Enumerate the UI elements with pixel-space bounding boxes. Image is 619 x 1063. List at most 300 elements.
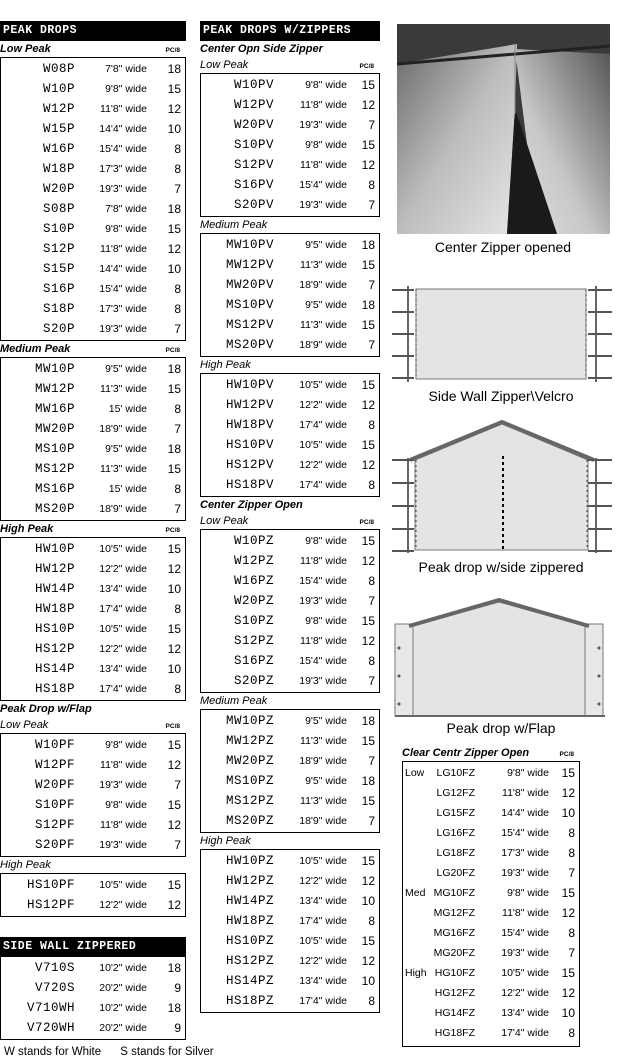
caption-side-wall: Side Wall Zipper\Velcro <box>428 388 574 404</box>
table-row <box>201 295 379 315</box>
peak-level: High <box>405 967 427 979</box>
item-pack-count: 10 <box>167 122 181 136</box>
item-code: S16PV <box>233 178 274 192</box>
table-row <box>201 475 379 495</box>
item-width: 15'4" wide <box>299 575 347 587</box>
item-pack-count: 8 <box>368 994 375 1008</box>
pc-label: PC/8 <box>359 519 374 526</box>
table-row <box>1 559 185 579</box>
table-row <box>1 795 185 815</box>
item-code: HW10PV <box>225 378 274 392</box>
table-row <box>403 1023 579 1043</box>
table-row <box>1 479 185 499</box>
item-width: 17'4" wide <box>299 995 347 1007</box>
item-pack-count: 8 <box>368 914 375 928</box>
peak-drop-table <box>0 357 186 521</box>
item-pack-count: 7 <box>568 946 575 960</box>
peak-drop-flap-illustration <box>393 598 608 718</box>
table-row <box>1 619 185 639</box>
item-code: MW10P <box>34 362 75 376</box>
item-pack-count: 12 <box>167 102 181 116</box>
item-width: 18'9" wide <box>99 423 147 435</box>
table-row <box>1 219 185 239</box>
item-width: 19'3" wide <box>299 595 347 607</box>
middle-column <box>200 21 380 1013</box>
item-code: HW10P <box>34 542 75 556</box>
section-title-text: Medium Peak <box>0 343 71 355</box>
item-pack-count: 8 <box>174 162 181 176</box>
item-pack-count: 15 <box>167 738 181 752</box>
item-width: 9'5" wide <box>305 299 347 311</box>
section-title <box>0 701 186 717</box>
table-row <box>201 851 379 871</box>
side-wall-header: SIDE WALL ZIPPERED <box>0 937 186 957</box>
section-title-text: High Peak <box>200 835 251 847</box>
item-pack-count: 12 <box>167 758 181 772</box>
item-width: 11'8" wide <box>300 159 347 171</box>
item-width: 9'8" wide <box>507 887 549 899</box>
item-code: HW14P <box>34 582 75 596</box>
item-code: V710WH <box>26 1001 75 1015</box>
section-title-text: Peak Drop w/Flap <box>0 703 92 715</box>
table-row <box>1 139 185 159</box>
table-row <box>1 958 185 978</box>
table-row <box>201 811 379 831</box>
section-title-text: Center Opn Side Zipper <box>200 43 323 55</box>
item-pack-count: 15 <box>561 886 575 900</box>
table-row <box>201 871 379 891</box>
footer-note: W stands for White S stands for Silver <box>4 1046 214 1058</box>
table-row <box>1 579 185 599</box>
item-width: 13'4" wide <box>99 583 147 595</box>
table-row <box>201 791 379 811</box>
item-pack-count: 18 <box>361 774 375 788</box>
item-code: MG20FZ <box>433 947 475 959</box>
item-width: 10'5" wide <box>299 379 347 391</box>
table-row <box>1 319 185 339</box>
item-width: 19'3" wide <box>299 119 347 131</box>
item-code: S20PZ <box>233 674 274 688</box>
item-width: 11'8" wide <box>300 555 347 567</box>
section-title-text: Low Peak <box>200 59 249 71</box>
item-code: W12PV <box>233 98 274 112</box>
pc-label: PC/8 <box>165 347 180 354</box>
clear-zipper-title: Clear Centr Zipper Open PC/8 <box>402 745 580 761</box>
item-pack-count: 7 <box>174 422 181 436</box>
table-row <box>403 883 579 903</box>
item-code: HG10FZ <box>434 967 475 979</box>
item-pack-count: 15 <box>361 934 375 948</box>
section-title <box>200 357 380 373</box>
item-pack-count: 18 <box>167 961 181 975</box>
table-row <box>201 951 379 971</box>
item-code: HS10P <box>34 622 75 636</box>
item-code: LG16FZ <box>436 827 475 839</box>
table-row <box>201 175 379 195</box>
item-code: V720S <box>34 981 75 995</box>
table-row <box>201 991 379 1011</box>
item-pack-count: 7 <box>174 502 181 516</box>
item-width: 11'8" wide <box>300 635 347 647</box>
table-row <box>1 679 185 699</box>
side-wall-illustration <box>390 282 615 387</box>
item-pack-count: 15 <box>361 258 375 272</box>
item-code: MG10FZ <box>433 887 475 899</box>
flap-table <box>0 733 186 857</box>
item-pack-count: 10 <box>561 1006 575 1020</box>
item-pack-count: 7 <box>368 814 375 828</box>
item-pack-count: 15 <box>167 222 181 236</box>
item-pack-count: 18 <box>167 442 181 456</box>
section-title-text: Medium Peak <box>200 695 268 707</box>
item-width: 17'3" wide <box>99 163 147 175</box>
item-width: 10'5" wide <box>299 439 347 451</box>
item-code: HW18PV <box>225 418 274 432</box>
item-code: LG15FZ <box>436 807 475 819</box>
item-width: 15' wide <box>108 483 147 495</box>
item-pack-count: 12 <box>167 562 181 576</box>
item-width: 15'4" wide <box>299 655 347 667</box>
item-code: W12P <box>42 102 75 116</box>
item-pack-count: 18 <box>167 362 181 376</box>
item-code: W10PV <box>233 78 274 92</box>
item-code: MS20PV <box>225 338 274 352</box>
table-row <box>403 783 579 803</box>
item-width: 9'8" wide <box>305 535 347 547</box>
item-code: HG12FZ <box>434 987 475 999</box>
table-row <box>201 435 379 455</box>
item-width: 9'8" wide <box>305 139 347 151</box>
section-title <box>0 521 186 537</box>
table-row <box>1 379 185 399</box>
item-code: HW14PZ <box>225 894 274 908</box>
item-pack-count: 18 <box>361 238 375 252</box>
item-code: W18P <box>42 162 75 176</box>
item-code: MS12P <box>34 462 75 476</box>
table-row <box>1 659 185 679</box>
section-title <box>200 693 380 709</box>
item-code: S08P <box>42 202 75 216</box>
item-width: 9'5" wide <box>105 443 147 455</box>
item-code: HW12PZ <box>225 874 274 888</box>
section-title <box>200 833 380 849</box>
item-code: V710S <box>34 961 75 975</box>
item-pack-count: 8 <box>568 926 575 940</box>
item-pack-count: 15 <box>167 82 181 96</box>
table-row <box>1 439 185 459</box>
item-width: 9'8" wide <box>507 767 549 779</box>
item-width: 10'2" wide <box>99 1002 147 1014</box>
item-code: HS12PF <box>26 898 75 912</box>
item-code: S16PZ <box>233 654 274 668</box>
item-width: 20'2" wide <box>99 982 147 994</box>
zipper-table <box>200 233 380 357</box>
item-width: 7'8" wide <box>105 203 147 215</box>
item-code: W12PF <box>34 758 75 772</box>
pc-label: PC/8 <box>165 47 180 54</box>
table-row <box>201 235 379 255</box>
item-width: 14'4" wide <box>99 263 147 275</box>
item-width: 19'3" wide <box>99 183 147 195</box>
item-code: HW18P <box>34 602 75 616</box>
item-code: MW12P <box>34 382 75 396</box>
item-code: MS10P <box>34 442 75 456</box>
zipper-table <box>200 709 380 833</box>
item-pack-count: 15 <box>361 534 375 548</box>
item-pack-count: 15 <box>361 78 375 92</box>
table-row <box>201 415 379 435</box>
item-width: 10'5" wide <box>99 879 147 891</box>
item-code: HW18PZ <box>225 914 274 928</box>
table-row <box>1 179 185 199</box>
item-width: 13'4" wide <box>299 975 347 987</box>
item-width: 11'8" wide <box>100 103 147 115</box>
item-code: W20P <box>42 182 75 196</box>
table-row <box>201 155 379 175</box>
item-pack-count: 10 <box>167 662 181 676</box>
item-pack-count: 15 <box>361 138 375 152</box>
item-pack-count: 9 <box>174 1021 181 1035</box>
item-pack-count: 7 <box>368 198 375 212</box>
peak-drop-table <box>0 57 186 341</box>
item-code: HS10PF <box>26 878 75 892</box>
item-pack-count: 12 <box>361 98 375 112</box>
item-pack-count: 8 <box>174 142 181 156</box>
table-row <box>201 315 379 335</box>
table-row <box>201 531 379 551</box>
item-code: MG16FZ <box>433 927 475 939</box>
item-width: 9'8" wide <box>305 615 347 627</box>
item-pack-count: 15 <box>561 966 575 980</box>
table-row <box>201 95 379 115</box>
spacer <box>0 917 186 937</box>
peak-level: Low <box>405 767 425 779</box>
item-pack-count: 8 <box>368 178 375 192</box>
item-pack-count: 10 <box>361 974 375 988</box>
item-pack-count: 18 <box>167 202 181 216</box>
table-row <box>1 59 185 79</box>
item-width: 19'3" wide <box>299 675 347 687</box>
item-code: MG12FZ <box>433 907 475 919</box>
item-pack-count: 10 <box>167 582 181 596</box>
item-width: 11'8" wide <box>502 907 549 919</box>
item-width: 15'4" wide <box>99 143 147 155</box>
item-width: 11'3" wide <box>100 383 147 395</box>
item-pack-count: 10 <box>361 894 375 908</box>
section-title <box>200 513 380 529</box>
item-code: MW10PZ <box>225 714 274 728</box>
section-title-text: High Peak <box>0 859 51 871</box>
item-width: 17'3" wide <box>99 303 147 315</box>
table-row <box>201 931 379 951</box>
item-pack-count: 8 <box>174 682 181 696</box>
table-row <box>1 279 185 299</box>
item-code: HW12P <box>34 562 75 576</box>
item-width: 15'4" wide <box>299 179 347 191</box>
item-width: 18'9" wide <box>299 279 347 291</box>
item-pack-count: 8 <box>174 402 181 416</box>
item-width: 10'5" wide <box>99 543 147 555</box>
item-pack-count: 8 <box>368 654 375 668</box>
table-row <box>403 943 579 963</box>
peak-drops-header: PEAK DROPS <box>0 21 186 41</box>
item-width: 17'4" wide <box>299 915 347 927</box>
table-row <box>201 551 379 571</box>
item-width: 10'5" wide <box>299 935 347 947</box>
item-code: HG14FZ <box>434 1007 475 1019</box>
item-width: 11'8" wide <box>100 819 147 831</box>
pc-label: PC/8 <box>165 723 180 730</box>
item-pack-count: 12 <box>561 986 575 1000</box>
section-title-text: Medium Peak <box>200 219 268 231</box>
table-row <box>1 735 185 755</box>
item-code: W12PZ <box>233 554 274 568</box>
item-width: 13'4" wide <box>299 895 347 907</box>
peak-drops-zippers-header: PEAK DROPS W/ZIPPERS <box>200 21 380 41</box>
table-row <box>403 983 579 1003</box>
table-row <box>201 771 379 791</box>
item-pack-count: 12 <box>167 898 181 912</box>
table-row <box>1 119 185 139</box>
table-row <box>1 399 185 419</box>
table-row <box>201 611 379 631</box>
item-pack-count: 12 <box>361 954 375 968</box>
item-width: 19'3" wide <box>501 947 549 959</box>
section-title <box>0 857 186 873</box>
table-row <box>1 539 185 559</box>
caption-center-zipper: Center Zipper opened <box>434 239 572 255</box>
item-pack-count: 15 <box>561 766 575 780</box>
item-pack-count: 12 <box>361 874 375 888</box>
section-title <box>0 717 186 733</box>
item-width: 12'2" wide <box>99 563 147 575</box>
zipper-table <box>200 73 380 217</box>
table-row <box>1 755 185 775</box>
table-row <box>201 631 379 651</box>
table-row <box>403 963 579 983</box>
table-row <box>1 359 185 379</box>
table-row <box>403 863 579 883</box>
item-width: 19'3" wide <box>99 839 147 851</box>
item-pack-count: 12 <box>361 634 375 648</box>
item-pack-count: 9 <box>174 981 181 995</box>
table-row <box>1 815 185 835</box>
item-code: MW12PV <box>225 258 274 272</box>
section-title <box>200 217 380 233</box>
pc-label: PC/8 <box>359 63 374 70</box>
item-width: 12'2" wide <box>299 459 347 471</box>
item-code: HS12PV <box>225 458 274 472</box>
pc-label: PC/8 <box>165 527 180 534</box>
table-row <box>403 823 579 843</box>
item-width: 10'5" wide <box>299 855 347 867</box>
item-pack-count: 15 <box>361 734 375 748</box>
table-row <box>1 599 185 619</box>
item-width: 19'3" wide <box>299 199 347 211</box>
item-pack-count: 15 <box>361 318 375 332</box>
item-code: W20PZ <box>233 594 274 608</box>
item-code: S12PZ <box>233 634 274 648</box>
section-title <box>200 497 380 513</box>
item-pack-count: 12 <box>167 242 181 256</box>
table-row <box>201 711 379 731</box>
item-pack-count: 7 <box>568 866 575 880</box>
item-width: 18'9" wide <box>299 755 347 767</box>
item-code: HW12PV <box>225 398 274 412</box>
item-width: 9'5" wide <box>305 715 347 727</box>
item-width: 14'4" wide <box>99 123 147 135</box>
item-pack-count: 12 <box>361 458 375 472</box>
item-code: LG12FZ <box>436 787 475 799</box>
item-code: MW20PV <box>225 278 274 292</box>
section-title <box>200 57 380 73</box>
item-code: S10PZ <box>233 614 274 628</box>
item-pack-count: 12 <box>167 642 181 656</box>
item-pack-count: 15 <box>167 382 181 396</box>
item-pack-count: 15 <box>361 854 375 868</box>
table-row <box>201 335 379 355</box>
item-width: 11'3" wide <box>300 319 347 331</box>
item-code: W16P <box>42 142 75 156</box>
item-pack-count: 15 <box>361 438 375 452</box>
item-pack-count: 15 <box>361 794 375 808</box>
item-width: 17'4" wide <box>501 1027 549 1039</box>
table-row <box>403 763 579 783</box>
item-code: MS10PZ <box>225 774 274 788</box>
item-pack-count: 8 <box>174 482 181 496</box>
item-pack-count: 7 <box>368 118 375 132</box>
item-width: 17'4" wide <box>99 603 147 615</box>
item-width: 19'3" wide <box>99 779 147 791</box>
item-width: 11'8" wide <box>300 99 347 111</box>
item-pack-count: 12 <box>167 818 181 832</box>
table-row <box>403 1003 579 1023</box>
item-code: S20PV <box>233 198 274 212</box>
item-code: S20PF <box>34 838 75 852</box>
item-width: 11'8" wide <box>100 759 147 771</box>
item-code: S10PF <box>34 798 75 812</box>
item-code: W10PZ <box>233 534 274 548</box>
table-row <box>1 299 185 319</box>
item-code: HS12P <box>34 642 75 656</box>
item-pack-count: 15 <box>167 542 181 556</box>
item-width: 12'2" wide <box>501 987 549 999</box>
item-pack-count: 10 <box>167 262 181 276</box>
item-width: 10'5" wide <box>501 967 549 979</box>
table-row <box>201 651 379 671</box>
item-width: 7'8" wide <box>105 63 147 75</box>
clear-zipper-section <box>402 745 580 1047</box>
table-row <box>201 135 379 155</box>
caption-peak-flap: Peak drop w/Flap <box>446 720 556 736</box>
section-title <box>200 41 380 57</box>
item-code: HW10PZ <box>225 854 274 868</box>
item-pack-count: 8 <box>174 302 181 316</box>
item-pack-count: 7 <box>368 338 375 352</box>
item-width: 10'5" wide <box>99 623 147 635</box>
item-code: MS16P <box>34 482 75 496</box>
item-pack-count: 7 <box>174 838 181 852</box>
item-width: 11'3" wide <box>300 795 347 807</box>
table-row <box>201 375 379 395</box>
clear-zipper-table <box>402 761 580 1047</box>
item-code: S10P <box>42 222 75 236</box>
item-pack-count: 12 <box>361 554 375 568</box>
item-width: 9'5" wide <box>305 239 347 251</box>
item-code: W10P <box>42 82 75 96</box>
item-code: HG18FZ <box>434 1027 475 1039</box>
table-row <box>201 911 379 931</box>
